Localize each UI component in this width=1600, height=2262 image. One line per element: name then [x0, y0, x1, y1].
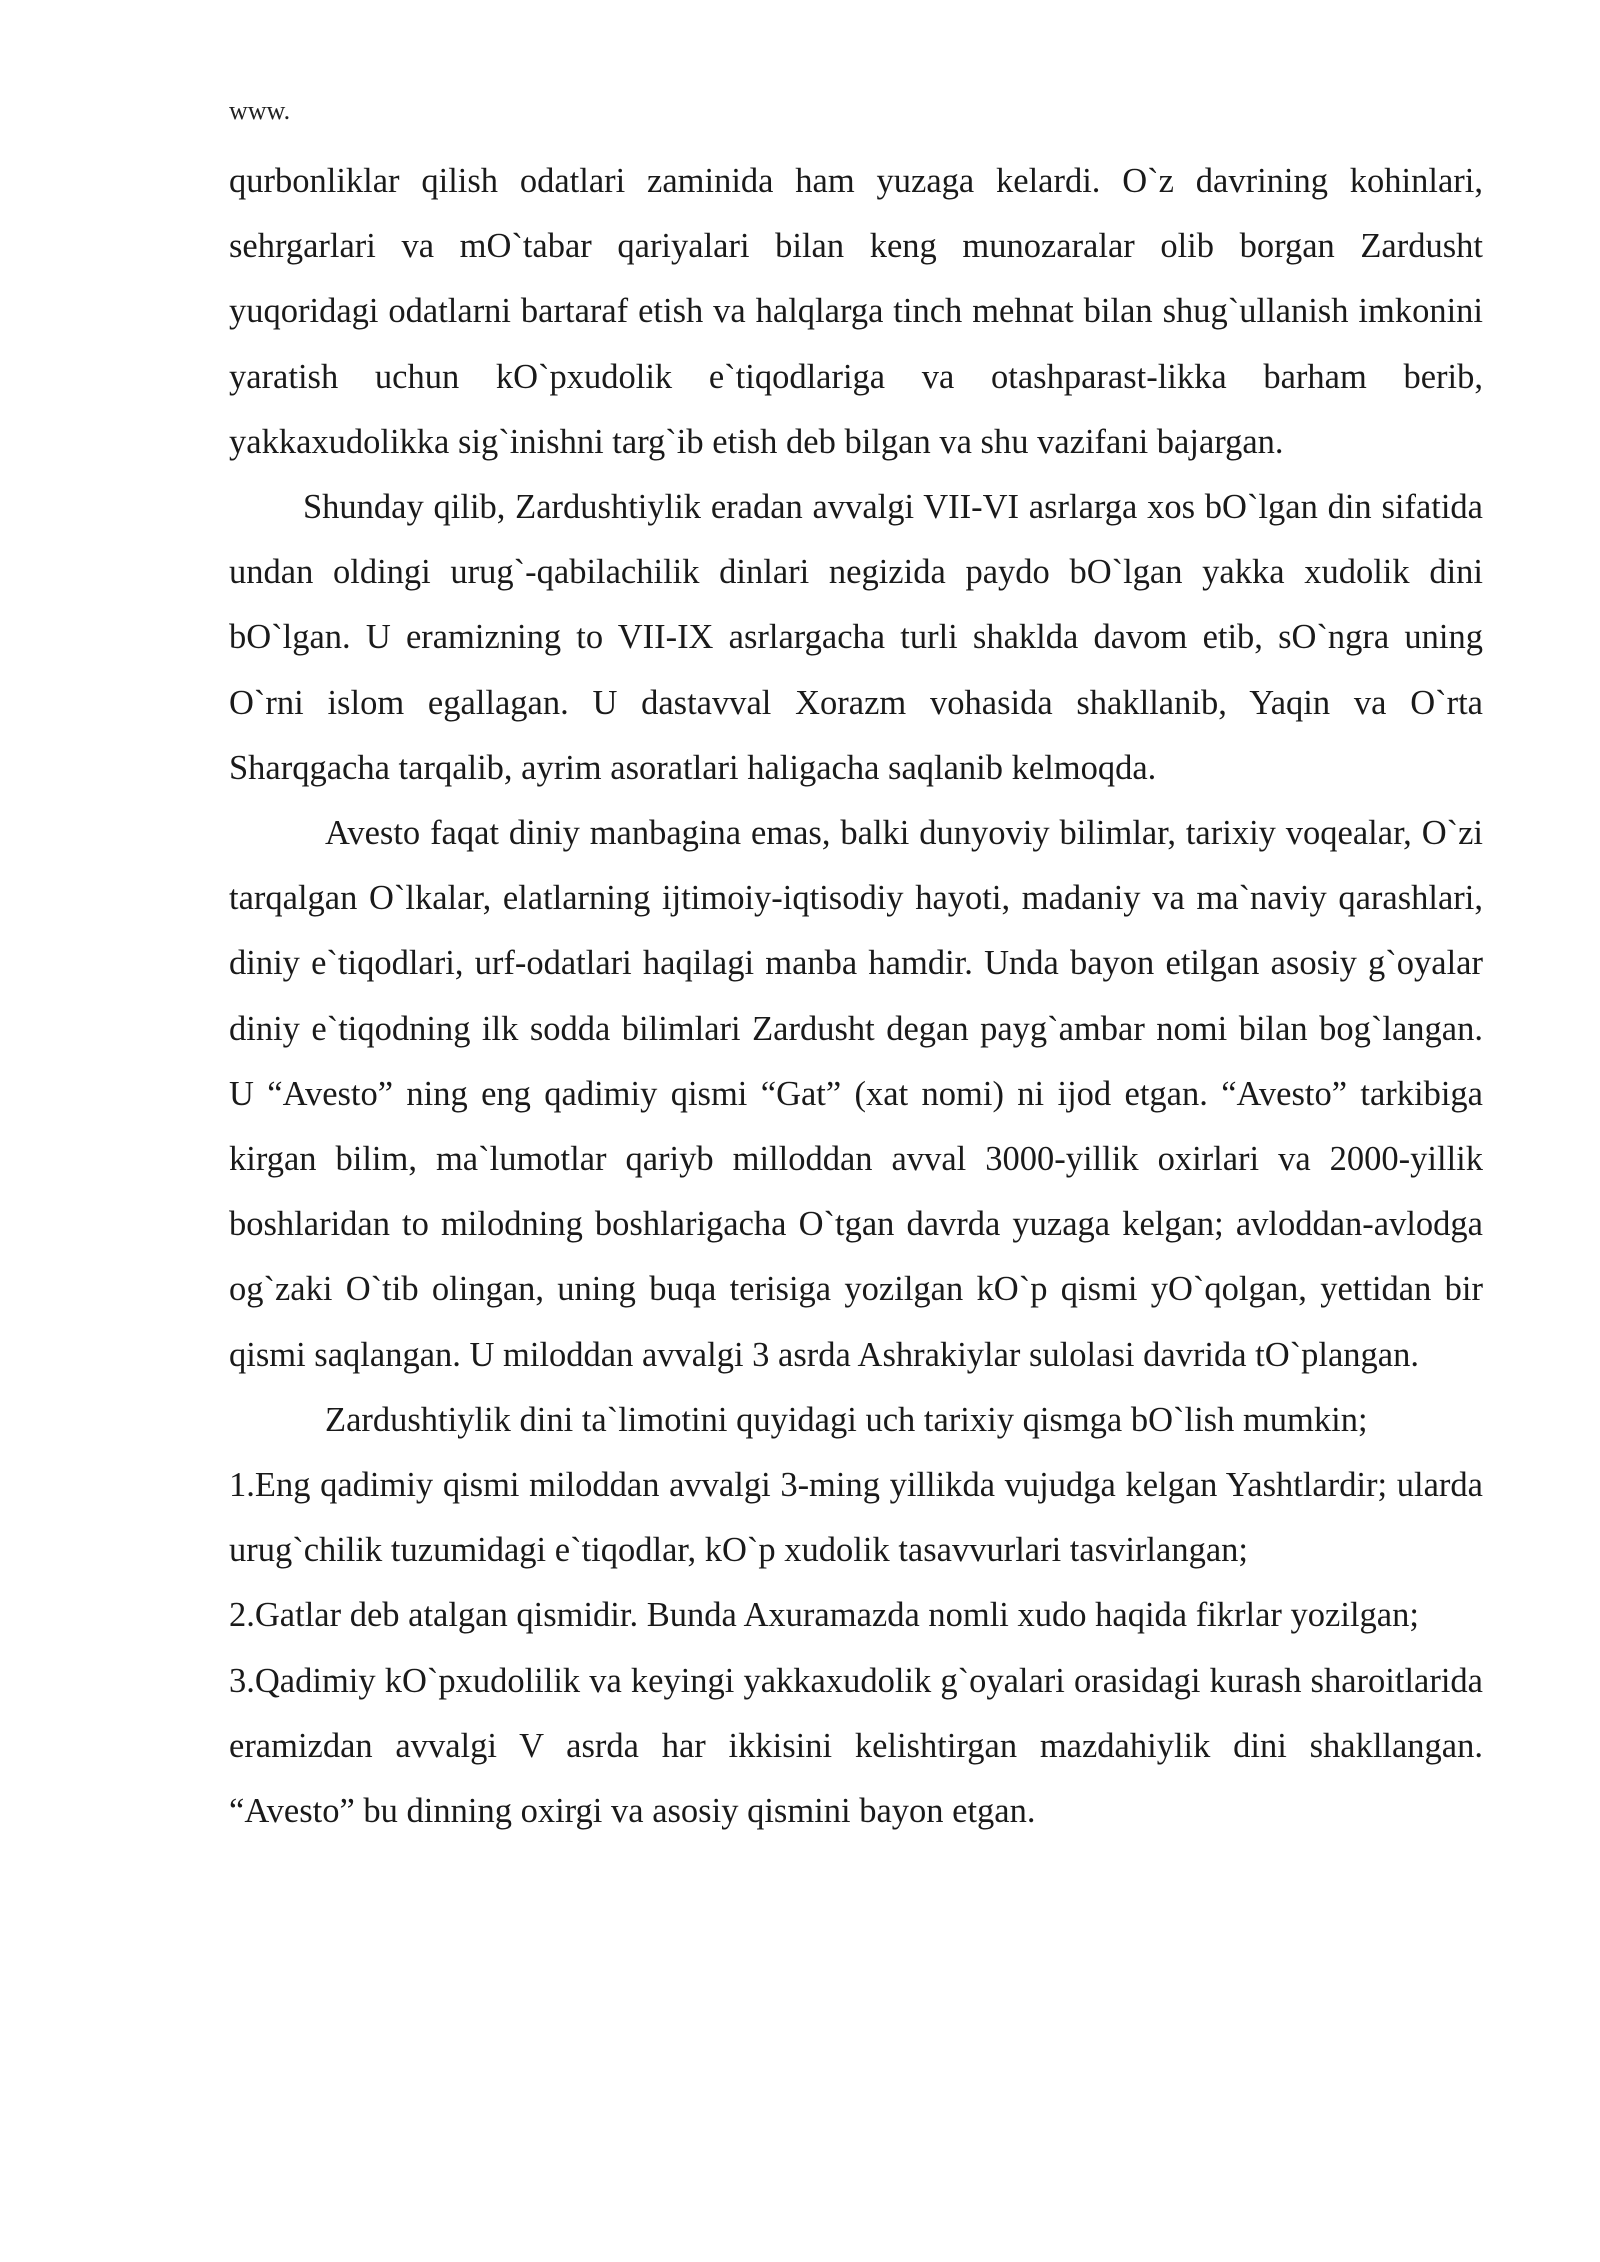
document-body	[229, 149, 1483, 1844]
list-item-1: 1.Eng qadimiy qismi miloddan avvalgi 3-ming yillikda vujudga kelgan Yashtlardir; ularda urug`chilik tuzumidagi e`tiqodlar, kO`p xudolik tasavvurlari tasvirlangan;	[229, 1466, 1483, 1570]
paragraph-2: Shunday qilib, Zardushtiylik eradan avvalgi VII-VI asrlarga xos bO`lgan din sifatida undan oldingi urug`-qabilachilik dinlari negizida paydo bO`lgan yakka xudolik dini bO`lgan. U eramizning to VII-IX asrlargacha turli shaklda davom etib, sO`ngra uning O`rni islom egallagan. U dastavval Xorazm vohasida shakllanib, Yaqin va O`rta Sharqgacha tarqalib, ayrim asoratlari haligacha saqlanib kelmoqda.	[229, 488, 1483, 787]
page-header: www.	[229, 96, 291, 125]
paragraph-3: Avesto faqat diniy manbagina emas, balki dunyoviy bilimlar, tarixiy voqealar, O`zi tarqalgan O`lkalar, elatlarning ijtimoiy-iqtisodiy hayoti, madaniy va ma`naviy qarashlari, diniy e`tiqodlari, urf-odatlari haqilagi manba hamdir. Unda bayon etilgan asosiy g`oyalar diniy e`tiqodning ilk sodda bilimlari Zardusht degan payg`ambar nomi bilan bog`langan. U “Avesto” ning eng qadimiy qismi “Gat” (xat nomi) ni ijod etgan. “Avesto” tarkibiga kirgan bilim, ma`lumotlar qariyb milloddan avval 3000-yillik oxirlari va 2000-yillik boshlaridan to milodning boshlarigacha O`tgan davrda yuzaga kelgan; avloddan-avlodga og`zaki O`tib olingan, uning buqa terisiga yozilgan kO`p qismi yO`qolgan, yettidan bir qismi saqlangan. U miloddan avvalgi 3 asrda Ashrakiylar sulolasi davrida tO`plangan.	[229, 814, 1483, 1374]
list-item-2: 2.Gatlar deb atalgan qismidir. Bunda Axuramazda nomli xudo haqida fikrlar yozilgan;	[229, 1596, 1419, 1635]
paragraph-4: Zardushtiylik dini ta`limotini quyidagi uch tarixiy qismga bO`lish mumkin;	[325, 1400, 1368, 1439]
list-item-3: 3.Qadimiy kO`pxudolilik va keyingi yakkaxudolik g`oyalari orasidagi kurash sharoitlarida eramizdan avvalgi V asrda har ikkisini kelishtirgan mazdahiylik dini shakllangan. “Avesto” bu dinning oxirgi va asosiy qismini bayon etgan.	[229, 1661, 1483, 1831]
paragraph-1: qurbonliklar qilish odatlari zaminida ham yuzaga kelardi. O`z davrining kohinlari, sehrgarlari va mO`tabar qariyalari bilan keng munozaralar olib borgan Zardusht yuqoridagi odatlarni bartaraf etish va halqlarga tinch mehnat bilan shug`ullanish imkonini yaratish uchun kO`pxudolik e`tiqodlariga va otashparast-likka barham berib, yakkaxudolikka sig`inishni targ`ib etish deb bilgan va shu vazifani bajargan.	[229, 162, 1483, 461]
